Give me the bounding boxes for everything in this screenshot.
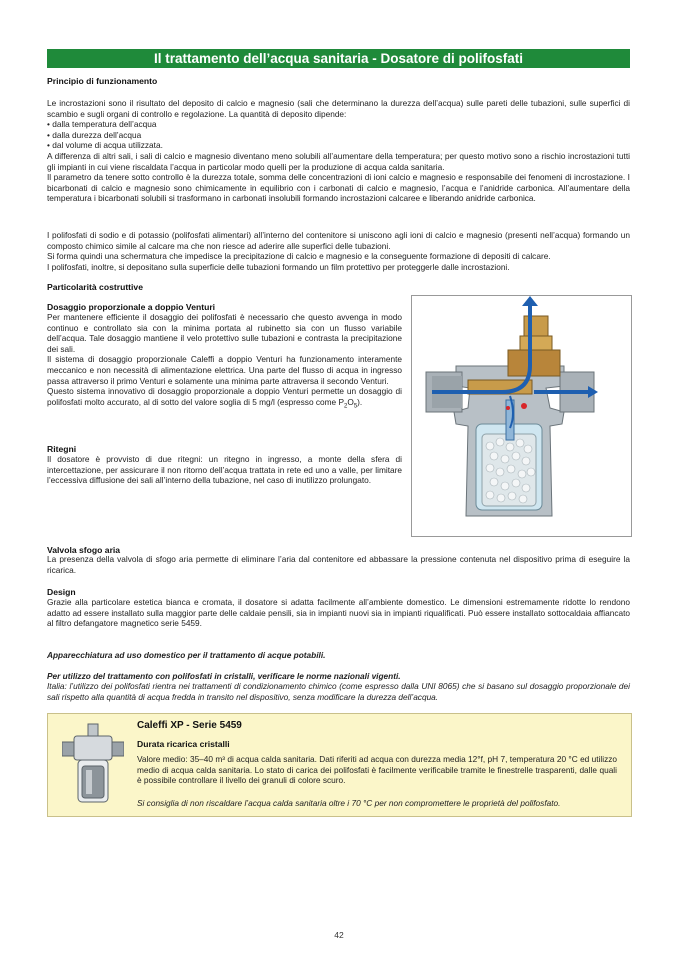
product-info-box xyxy=(47,713,632,817)
note-regulation-text: Italia: l’utilizzo dei polifosfati rientra nei trattamenti di condizionamento chimico (come espresso dalla UNI 8065) che si basano sul dosaggio proporzionale dei sali rispetto alla quantità di acqua fredda in transito nel dispositivo, senza modificare la durezza dell’acqua. xyxy=(47,681,630,702)
text-span: ). xyxy=(357,396,363,407)
bullet-item: • dalla durezza dell’acqua xyxy=(47,129,142,140)
heading-valvola: Valvola sfogo aria xyxy=(47,545,121,555)
paragraph-valvola: La presenza della valvola di sfogo aria permette di eliminare l’aria dal contenitore ed abbassare la pressione contenuta nel dispositivo prima di eseguire la ricarica. xyxy=(47,554,630,575)
text-line: I polifosfati di sodio e di potassio (polifosfati alimentari) all’interno del contenitore si uniscono agli ioni di calcio e magnesio (presenti nell’acqua) formando un composto chimico simile al calcare ma che non riesce ad aderire alle superfici delle tubazioni. xyxy=(47,230,630,251)
infobox-note: Si consiglia di non riscaldare l’acqua calda sanitaria oltre i 70 °C per non compromettere le proprietà del polifosfato. xyxy=(137,798,561,808)
heading-particolarita: Particolarità costruttive xyxy=(47,282,143,292)
subscript: 2 xyxy=(344,403,348,410)
infobox-subtitle: Durata ricarica cristalli xyxy=(137,739,230,749)
text-line: Le incrostazioni sono il risultato del deposito di calcio e magnesio (sali che determinano la durezza dell’acqua) sulle pareti delle tubazioni, sulle superfici di scambio e sugli organi di controllo e regolazione. La quantità di deposito dipende: xyxy=(47,98,630,119)
heading-ritegni: Ritegni xyxy=(47,444,77,454)
note-domestic-use: Apparecchiatura ad uso domestico per il trattamento di acque potabili. xyxy=(47,650,326,660)
page-title: Il trattamento dell’acqua sanitaria - Dosatore di polifosfati xyxy=(47,49,630,68)
subscript: 5 xyxy=(353,403,358,410)
text-line: Si forma quindi una schermatura che impedisce la precipitazione di calcio e magnesio e la conseguente formazione di depositi di calcare. xyxy=(47,251,551,262)
dosatore-diagram xyxy=(412,296,631,536)
bullet-item: • dal volume di acqua utilizzata. xyxy=(47,140,163,151)
text-line: Il sistema di dosaggio proporzionale Caleffi a doppio Venturi ha funzionamento interamente meccanico e non necessità di alimentazione elettrica. Una parte del flusso di acqua in ingresso passa attraverso il primo Venturi e solamente una minima parte attraversa il secondo Venturi. xyxy=(47,354,402,386)
paragraph-venturi xyxy=(47,312,402,412)
product-thumbnail-icon xyxy=(62,722,124,808)
text-span: O xyxy=(347,396,354,407)
bullet-item: • dalla temperatura dell’acqua xyxy=(47,119,157,130)
dosatore-cutaway-illustration xyxy=(411,295,632,537)
paragraph-ritegni: Il dosatore è provvisto di due ritegni: un ritegno in ingresso, a monte della sfera di intercettazione, per assicurare il non ritorno dell’acqua trattata in rete ed uno a valle, per limitare l’eccessiva diffusione dei sali all’interno della tubazione, nel caso di inutilizzo prolungato. xyxy=(47,454,402,486)
text-line: Il parametro da tenere sotto controllo è la durezza totale, somma delle concentrazioni di ioni calcio e magnesio e responsabile dei fenomeni di incrostazione. I bicarbonati di calcio e magnesio sono chimicamente in equilibrio con i carbonati di calcio e magnesio, l’acqua e l’anidride carbonica. All’aumentare della temperatura i bicarbonati solubili si trasformano in carbonati insolubili formando incrostazioni calcaree e liberando anidride carbonica. xyxy=(47,172,630,204)
text-line: A differenza di altri sali, i sali di calcio e magnesio diventano meno solubili all’aumentare della temperatura; per questo motivo sono a rischio incrostazioni tutti gli impianti in cui viene riscaldata l’acqua in particolar modo quelli per la produzione di acqua calda sanitaria. xyxy=(47,150,630,172)
text-span: Questo sistema innovativo di dosaggio proporzionale a doppio Venturi permette un dosaggio di polifosfati molto accurato, al di sotto del valore soglia di 5 mg/l (espresso come P xyxy=(47,386,402,407)
heading-design: Design xyxy=(47,587,76,597)
paragraph-principio-2 xyxy=(47,230,630,272)
heading-principio: Principio di funzionamento xyxy=(47,76,158,86)
text-line: Per mantenere efficiente il dosaggio dei polifosfati è necessario che questo avvenga in modo continuo e controllato sia con la minima portata al rubinetto sia con un flusso variabile dell’acqua. Tale dosaggio mantiene il velo protettivo sulle tubazioni e contrasta la precipitazione dei sali. xyxy=(47,312,402,354)
heading-venturi: Dosaggio proporzionale a doppio Venturi xyxy=(47,302,216,312)
paragraph-principio-1 xyxy=(47,98,630,204)
infobox-text: Valore medio: 35–40 m³ di acqua calda sanitaria. Dati riferiti ad acqua con durezza media 12°f, pH 7, temperatura 20 °C ed utilizzo medio di acqua calda sanitaria. Lo stato di carica dei polifosfati è facilmente verificabile tramite le finestrelle trasparenti, dalle quali è possibile controllare il livello dei granuli di colore scuro. xyxy=(137,754,617,786)
infobox-title: Caleffi XP - Serie 5459 xyxy=(137,720,242,731)
note-regulation-heading: Per utilizzo del trattamento con polifosfati in cristalli, verificare le norme nazionali vigenti. xyxy=(47,671,401,681)
paragraph-design: Grazie alla particolare estetica bianca e cromata, il dosatore si adatta facilmente all’ambiente domestico. Le dimensioni estremamente ridotte lo rendono adatto ad essere installato sulla maggior parte delle caldaie pensili, sia in impianti nuovi sia in impianti riqualificati. Può essere installato sottocaldaia affiancato al filtro defangatore magnetico serie 5459. xyxy=(47,597,630,629)
page-number: 42 xyxy=(334,930,344,940)
text-line xyxy=(47,386,402,412)
text-line: I polifosfati, inoltre, si depositano sulla superficie delle tubazioni formando un film protettivo per proteggerle dalle incrostazioni. xyxy=(47,261,510,272)
